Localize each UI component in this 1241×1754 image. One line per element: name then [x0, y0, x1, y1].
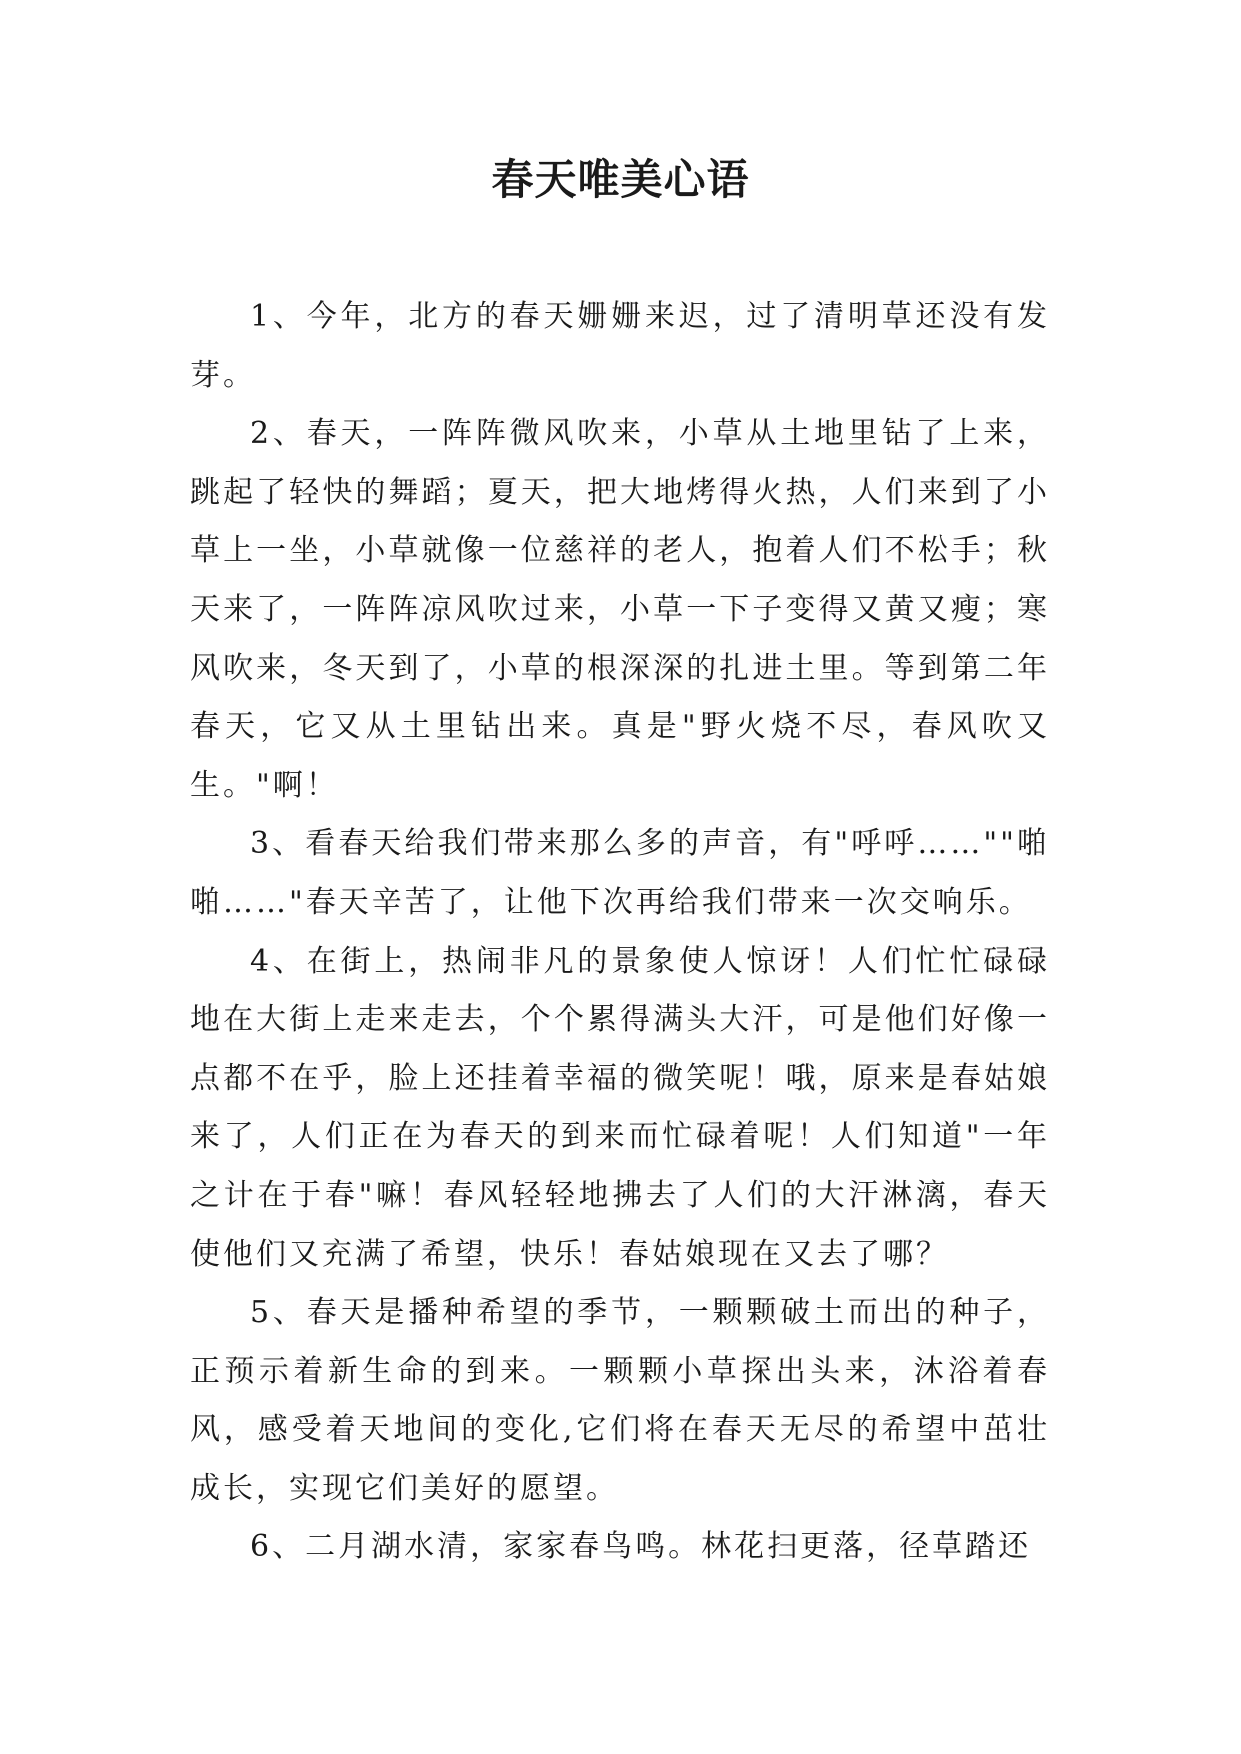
paragraph-2: 2、春天，一阵阵微风吹来，小草从土地里钻了上来，跳起了轻快的舞蹈；夏天，把大地烤得火热，人们来到了小草上一坐，小草就像一位慈祥的老人，抱着人们不松手；秋天来了，一阵阵凉风吹过来，小草一下子变得又黄又瘦；寒风吹来，冬天到了，小草的根深深的扎进土里。等到第二年春天，它又从土里钻出来。真是"野火烧不尽，春风吹又生。"啊！: [190, 416, 1050, 803]
paragraph-5: 5、春天是播种希望的季节，一颗颗破土而出的种子，正预示着新生命的到来。一颗颗小草探出头来，沐浴着春风，感受着天地间的变化,它们将在春天无尽的希望中茁壮成长，实现它们美好的愿望。: [190, 1295, 1050, 1506]
paragraph-6: 6、二月湖水清，家家春鸟鸣。林花扫更落，径草踏还: [250, 1529, 1032, 1565]
document-body: [190, 288, 1050, 1577]
paragraph-1: 1、今年，北方的春天姗姗来迟，过了清明草还没有发芽。: [190, 299, 1050, 393]
document-title: 春天唯美心语: [491, 155, 750, 204]
paragraph-3: 3、看春天给我们带来那么多的声音，有"呼呼……""啪啪……"春天辛苦了，让他下次再给我们带来一次交响乐。: [190, 826, 1050, 920]
paragraph-4: 4、在街上，热闹非凡的景象使人惊讶！人们忙忙碌碌地在大街上走来走去，个个累得满头大汗，可是他们好像一点都不在乎，脸上还挂着幸福的微笑呢！哦，原来是春姑娘来了，人们正在为春天的到来而忙碌着呢！人们知道"一年之计在于春"嘛！春风轻轻地拂去了人们的大汗淋漓，春天使他们又充满了希望，快乐！春姑娘现在又去了哪？: [190, 943, 1050, 1272]
